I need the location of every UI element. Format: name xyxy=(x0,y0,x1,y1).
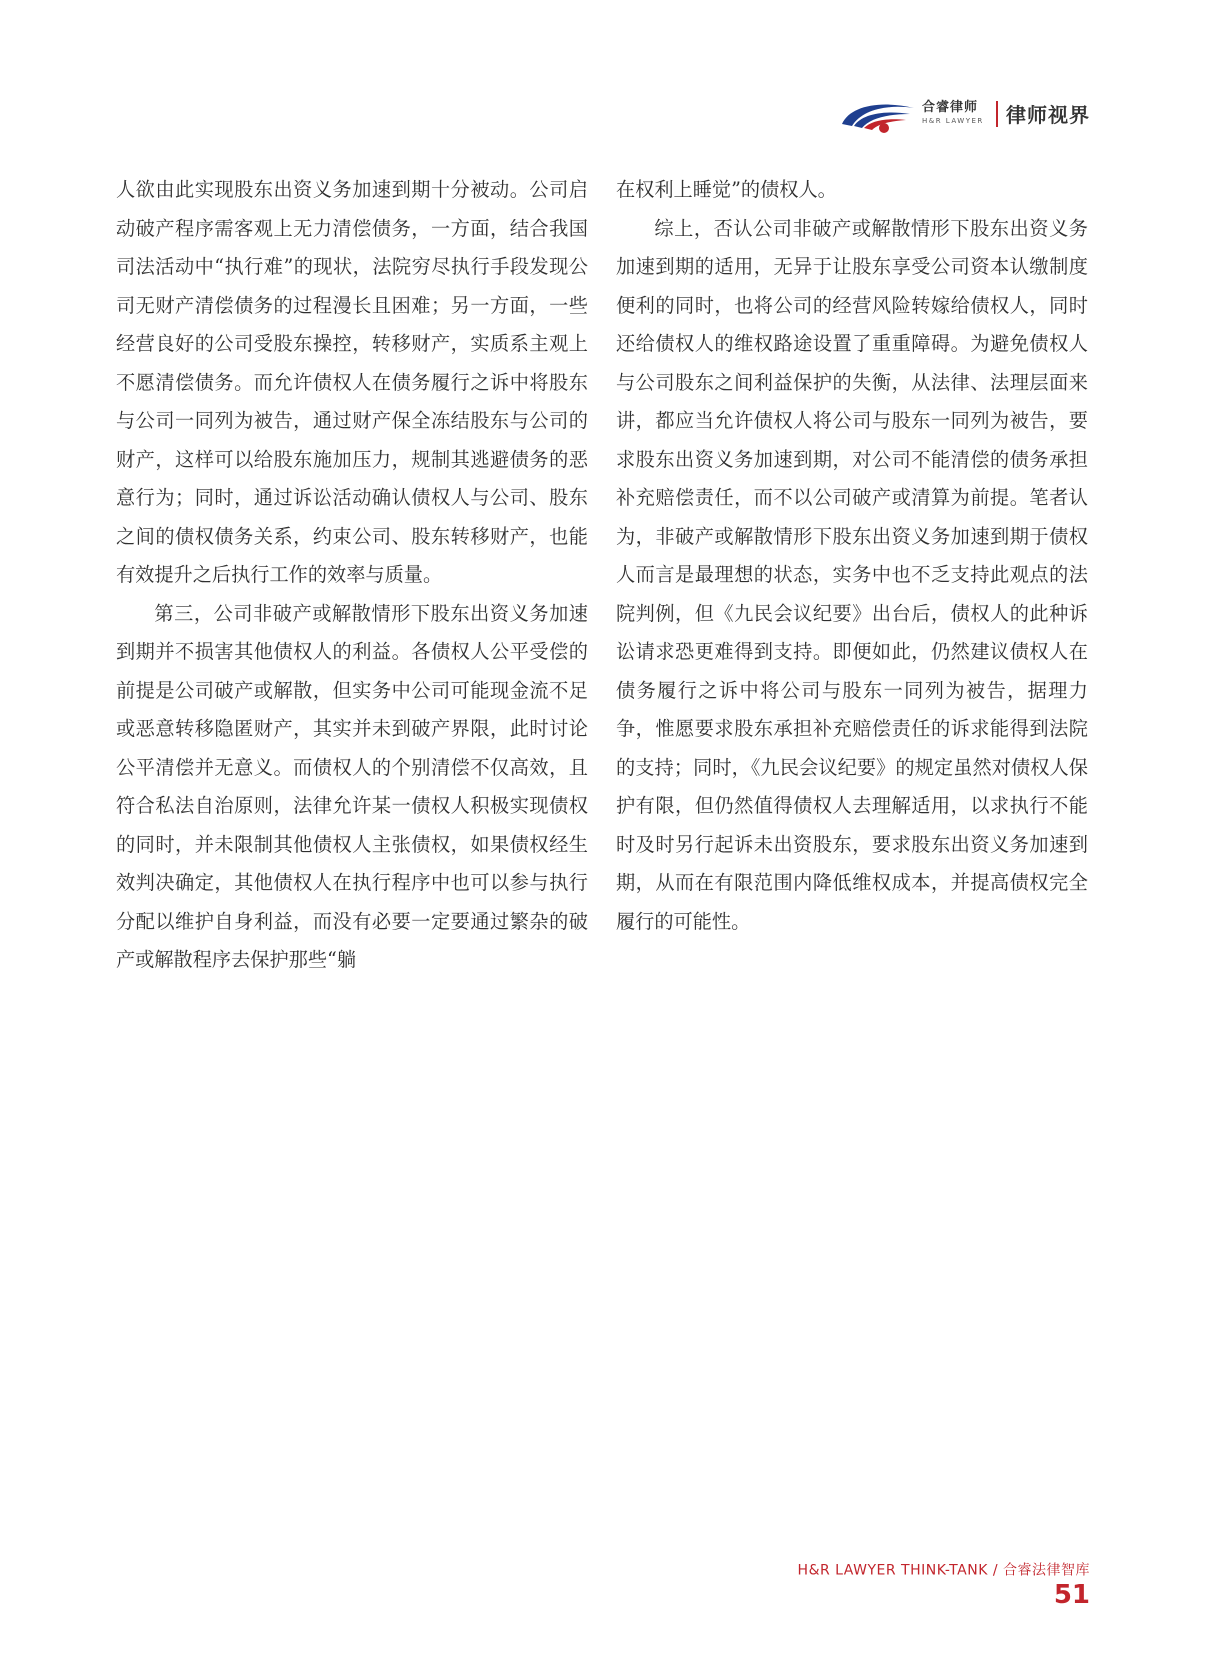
paragraph: 人欲由此实现股东出资义务加速到期十分被动。公司启动破产程序需客观上无力清偿债务，一方面，结合我国司法活动中“执行难”的现状，法院穷尽执行手段发现公司无财产清偿债务的过程漫长且困难；另一方面，一些经营良好的公司受股东操控，转移财产，实质系主观上不愿清偿债务。而允许债权人在债务履行之诉中将股东与公司一同列为被告，通过财产保全冻结股东与公司的财产，这样可以给股东施加压力，规制其逃避债务的恶意行为；同时，通过诉讼活动确认债权人与公司、股东之间的债权债务关系，约束公司、股东转移财产，也能有效提升之后执行工作的效率与质量。 xyxy=(116,178,588,586)
paragraph: 在权利上睡觉”的债权人。 xyxy=(616,178,837,201)
brand-name xyxy=(922,100,1002,126)
page-footer xyxy=(760,1559,1090,1610)
left-column xyxy=(116,171,588,980)
paragraph: 第三，公司非破产或解散情形下股东出资义务加速到期并不损害其他债权人的利益。各债权人公平受偿的前提是公司破产或解散，但实务中公司可能现金流不足或恶意转移隐匿财产，其实并未到破产界限，此时讨论公平清偿并无意义。而债权人的个别清偿不仅高效，且符合私法自治原则，法律允许某一债权人积极实现债权的同时，并未限制其他债权人主张债权，如果债权经生效判决确定，其他债权人在执行程序中也可以参与执行分配以维护自身利益，而没有必要一定要通过繁杂的破产或解散程序去保护那些“躺 xyxy=(116,601,588,971)
brand-name-cn: 合睿律师 xyxy=(922,100,979,115)
right-column xyxy=(616,171,1088,941)
hr-logo-icon xyxy=(840,100,916,136)
section-title: 律师视界 xyxy=(1006,103,1090,127)
page-number: 51 xyxy=(1053,1579,1090,1610)
brand-name-en: H&R LAWYER xyxy=(922,117,984,125)
page-header xyxy=(840,98,1100,142)
footer-text: H&R LAWYER THINK-TANK / 合睿法律智库 xyxy=(797,1562,1090,1579)
paragraph: 综上，否认公司非破产或解散情形下股东出资义务加速到期的适用，无异于让股东享受公司资本认缴制度便利的同时，也将公司的经营风险转嫁给债权人，同时还给债权人的维权路途设置了重重障碍。为避免债权人与公司股东之间利益保护的失衡，从法律、法理层面来讲，都应当允许债权人将公司与股东一同列为被告，要求股东出资义务加速到期，对公司不能清偿的债务承担补充赔偿责任，而不以公司破产或清算为前提。笔者认为，非破产或解散情形下股东出资义务加速到期于债权人而言是最理想的状态，实务中也不乏支持此观点的法院判例，但《九民会议纪要》出台后，债权人的此种诉讼请求恐更难得到支持。即便如此，仍然建议债权人在债务履行之诉中将公司与股东一同列为被告，据理力争，惟愿要求股东承担补充赔偿责任的诉求能得到法院的支持；同时，《九民会议纪要》的规定虽然对债权人保护有限，但仍然值得债权人去理解适用，以求执行不能时及时另行起诉未出资股东，要求股东出资义务加速到期，从而在有限范围内降低维权成本，并提高债权完全履行的可能性。 xyxy=(616,216,1088,933)
header-divider xyxy=(996,101,998,127)
